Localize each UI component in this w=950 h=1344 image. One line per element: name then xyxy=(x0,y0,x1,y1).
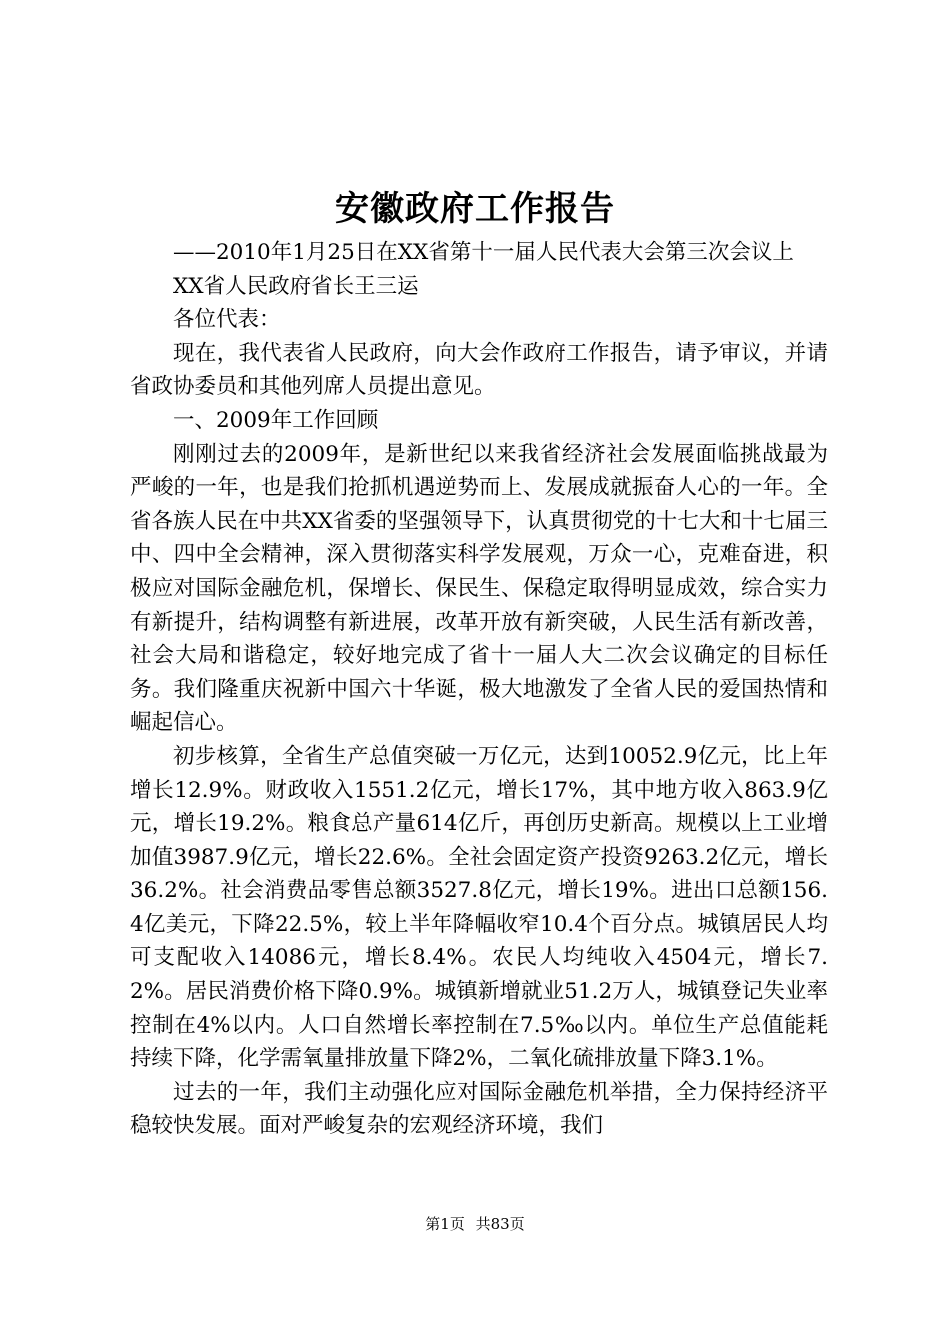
page-footer xyxy=(0,1214,950,1234)
document-title: 安徽政府工作报告 xyxy=(335,189,615,229)
section-heading: 一、2009年工作回顾 xyxy=(173,407,379,433)
page-number-total: 共83页 xyxy=(475,1215,525,1233)
body-paragraph: 过去的一年，我们主动强化应对国际金融危机举措，全力保持经济平稳较快发展。面对严峻复杂的宏观经济环境，我们 xyxy=(130,1079,828,1139)
speaker-line: XX省人民政府省长王三运 xyxy=(173,273,419,299)
document-body xyxy=(130,236,828,1143)
body-paragraph: 刚刚过去的2009年，是新世纪以来我省经济社会发展面临挑战最为严峻的一年，也是我们抢抓机遇逆势而上、发展成就振奋人心的一年。全省各族人民在中共XX省委的坚强领导下，认真贯彻党的十七大和十七届三中、四中全会精神，深入贯彻落实科学发展观，万众一心，克难奋进，积极应对国际金融危机，保增长、保民生、保稳定取得明显成效，综合实力有新提升，结构调整有新进展，改革开放有新突破，人民生活有新改善，社会大局和谐稳定，较好地完成了省十一届人大二次会议确定的目标任务。我们隆重庆祝新中国六十华诞，极大地激发了全省人民的爱国热情和崛起信心。 xyxy=(130,441,828,736)
page-number-current: 第1页 xyxy=(425,1215,465,1233)
salutation: 各位代表： xyxy=(173,307,281,333)
subtitle-date-line: ——2010年1月25日在XX省第十一届人民代表大会第三次会议上 xyxy=(173,240,794,265)
body-paragraph: 初步核算，全省生产总值突破一万亿元，达到10052.9亿元，比上年增长12.9%。财政收入1551.2亿元，增长17%，其中地方收入863.9亿元，增长19.2%。粮食总产量614亿斤，再创历史新高。规模以上工业增加值3987.9亿元，增长22.6%。全社会固定资产投资9263.2亿元，增长36.2%。社会消费品零售总额3527.8亿元，增长19%。进出口总额156.4亿美元，下降22.5%，较上半年降幅收窄10.4个百分点。城镇居民人均可支配收入14086元，增长8.4%。农民人均纯收入4504元，增长7.2%。居民消费价格下降0.9%。城镇新增就业51.2万人，城镇登记失业率控制在4%以内。人口自然增长率控制在7.5‰以内。单位生产总值能耗持续下降，化学需氧量排放量下降2%，二氧化硫排放量下降3.1%。 xyxy=(130,743,828,1072)
body-paragraph: 现在，我代表省人民政府，向大会作政府工作报告，请予审议，并请省政协委员和其他列席人员提出意见。 xyxy=(130,340,828,400)
